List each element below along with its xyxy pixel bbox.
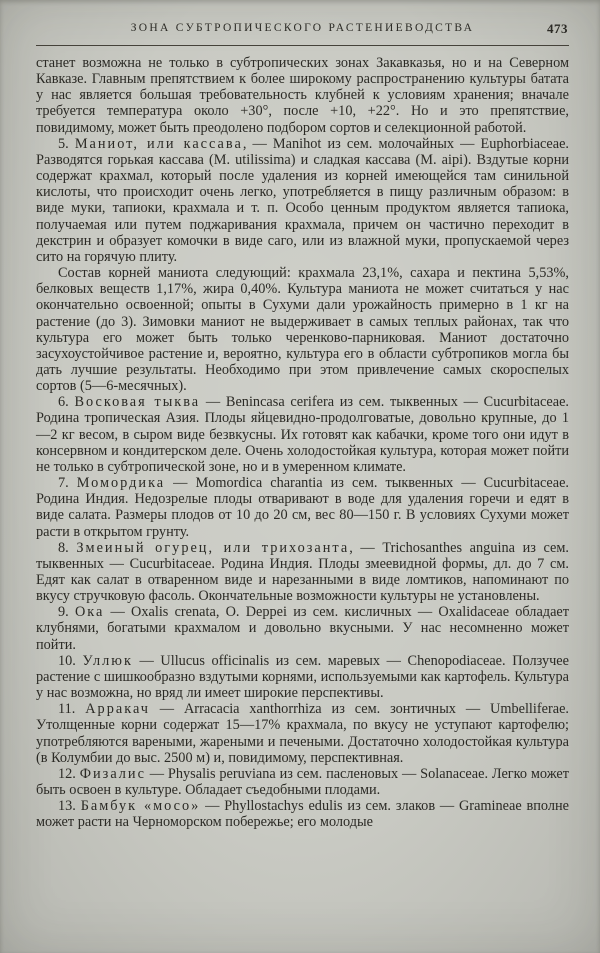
emphasized-term: Физалис [79,765,146,782]
emphasized-term: Уллюк [82,652,133,669]
page-number: 473 [547,21,568,36]
emphasized-term: Змеиный огурец, или трихозанта [76,539,350,556]
text-run: 6. [58,394,75,411]
emphasized-term: Момордика [76,475,166,492]
text-run: 5. [58,135,75,152]
text-run: 13. [58,798,81,815]
text-run: — Arracacia xanthorrhiza из сем. зонтичных — Umbelliferae. Утолщенные корни содержат 15—17% крахмала, по вкусу не уступают картофелю; употребляются вареными, жареными и печеными. Достаточно холодостойкая культура (в Колумбии до выс. 2500 м) и, повидимому, перспективная. [36,701,569,766]
text-run: — Ullucus officinalis из сем. маревых — Chenopodiaceae. Ползучее растение с шишкообразно вздутыми корнями, используемыми как картофель. Культура у нас возможна, но вряд ли имеет широкие перспективы. [36,652,569,702]
text-run: 10. [58,652,83,669]
text-run: — Oxalis crenata, O. Deppei из сем. кисличных — Oxalidaceae обладает клубнями, богатыми крахмалом и довольно вкусными. У нас несомненно может пойти. [36,604,570,653]
paragraph [36,475,569,540]
paragraph [36,766,569,798]
page-body [36,55,569,831]
paragraph [36,394,569,475]
text-run: Состав корней маниота следующий: крахмала 23,1%, сахара и пектина 5,53%, белковых веществ 1,17%, жира 0,40%. Культура маниота не может считаться у нас окончательно освоенной; опыты в Сухуми дали урожайность примерно в 1 кг на растение (до 3). Зимовки маниот не выдерживает в самых теплых районах, так что культура его может быть только черенково-парниковая. Маниот достаточно засухоустойчивое растение и, вероятно, культура его в области субтропиков могла бы дать лучшие результаты. Необходимо при этом привлечение самых скороспелых сортов (5—6-месячных). [36,265,569,395]
text-run: — Phyllostachys edulis из сем. злаков — Gramineae вполне может расти на Черноморском побережье; его молодые [36,798,569,831]
paragraph [36,136,569,265]
text-run: 12. [58,765,80,782]
emphasized-term: Восковая тыква [74,394,201,411]
header-rule [36,45,569,46]
page-header [36,21,569,41]
emphasized-term: Арракач [85,701,150,718]
text-run: — Momordica charantia из сем. тыквенных — Cucurbitaceae. Родина Индия. Недозрелые плоды отваривают в воде для удаления горечи и едят в виде салата. Размеры плодов от 10 до 20 см, вес 80—150 г. В условиях Сухуми может расти в открытом грунту. [36,475,570,540]
emphasized-term: Бамбук «мосо» [80,798,201,815]
text-run: , — Manihot из сем. молочайных — Euphorbiaceae. Разводятся горькая кассава (М. utilissima) и сладкая кассава (М. aipi). Вздутые корни содержат крахмал, который после удаления из корней имеющейся там синильной кислоты, что происходит очень легко, употребляется в пищу различным образом: в виде муки, тапиоки, крахмала и т. п. Особо ценным продуктом является тапиока, получаемая или путем поджаривания крахмала, причем он частично переходит в декстрин и образует комочки в виде саго, или из влажной муки, пропускаемой через сито на горячую плиту. [36,135,570,265]
running-head-title: ЗОНА СУБТРОПИЧЕСКОГО РАСТЕНИЕВОДСТВА [130,22,475,34]
text-run: станет возможна не только в субтропических зонах Закавказья, но и на Северном Кавказе. Главным препятствием к более широкому распространению культуры батата у нас является большая требовательность клубней к условиям хранения; вначале требуется температура около +30°, после +10, +22°. Но и это препятствие, повидимому, может быть преодолено подбором сортов и селекционной работой. [36,55,569,136]
text-run: — Physalis peruviana из сем. пасленовых — Solanaceae. Легко может быть освоен в культуре. Обладает съедобными плодами. [36,765,569,799]
emphasized-term: Ока [74,604,105,621]
text-run: — Benincasa cerifera из сем. тыквенных — Cucurbitaceae. Родина тропическая Азия. Плоды яйцевидно-продолговатые, довольно крупные, до 1—2 кг весом, в сыром виде безвкусны. Их готовят как кабачки, кроме того они идут в консервном и кондитерском деле. Очень холодостойкая культура, которая может пойти не только в субтропической зоне, но и в умеренном климате. [36,394,569,475]
paragraph [36,798,569,830]
paragraph [36,540,569,605]
paragraph [36,653,569,701]
text-run: , — Trichosanthes anguina из сем. тыквенных — Cucurbitaceae. Родина Индия. Плоды змеевидной формы, дл. до 7 см. Едят как салат в отваренном виде и нарезанными в виде ломтиков, напоминают по вкусу стручковую фасоль. Окончательные возможности культуры не установлены. [36,539,570,605]
paragraph [36,265,569,394]
text-run: 9. [58,604,75,621]
paragraph [36,701,569,766]
emphasized-term: Маниот, или кассава [74,135,243,152]
text-run: 7. [58,475,77,492]
text-run: 8. [58,539,77,556]
text-run: 11. [58,701,86,718]
paragraph [36,604,569,652]
paragraph [36,55,569,136]
